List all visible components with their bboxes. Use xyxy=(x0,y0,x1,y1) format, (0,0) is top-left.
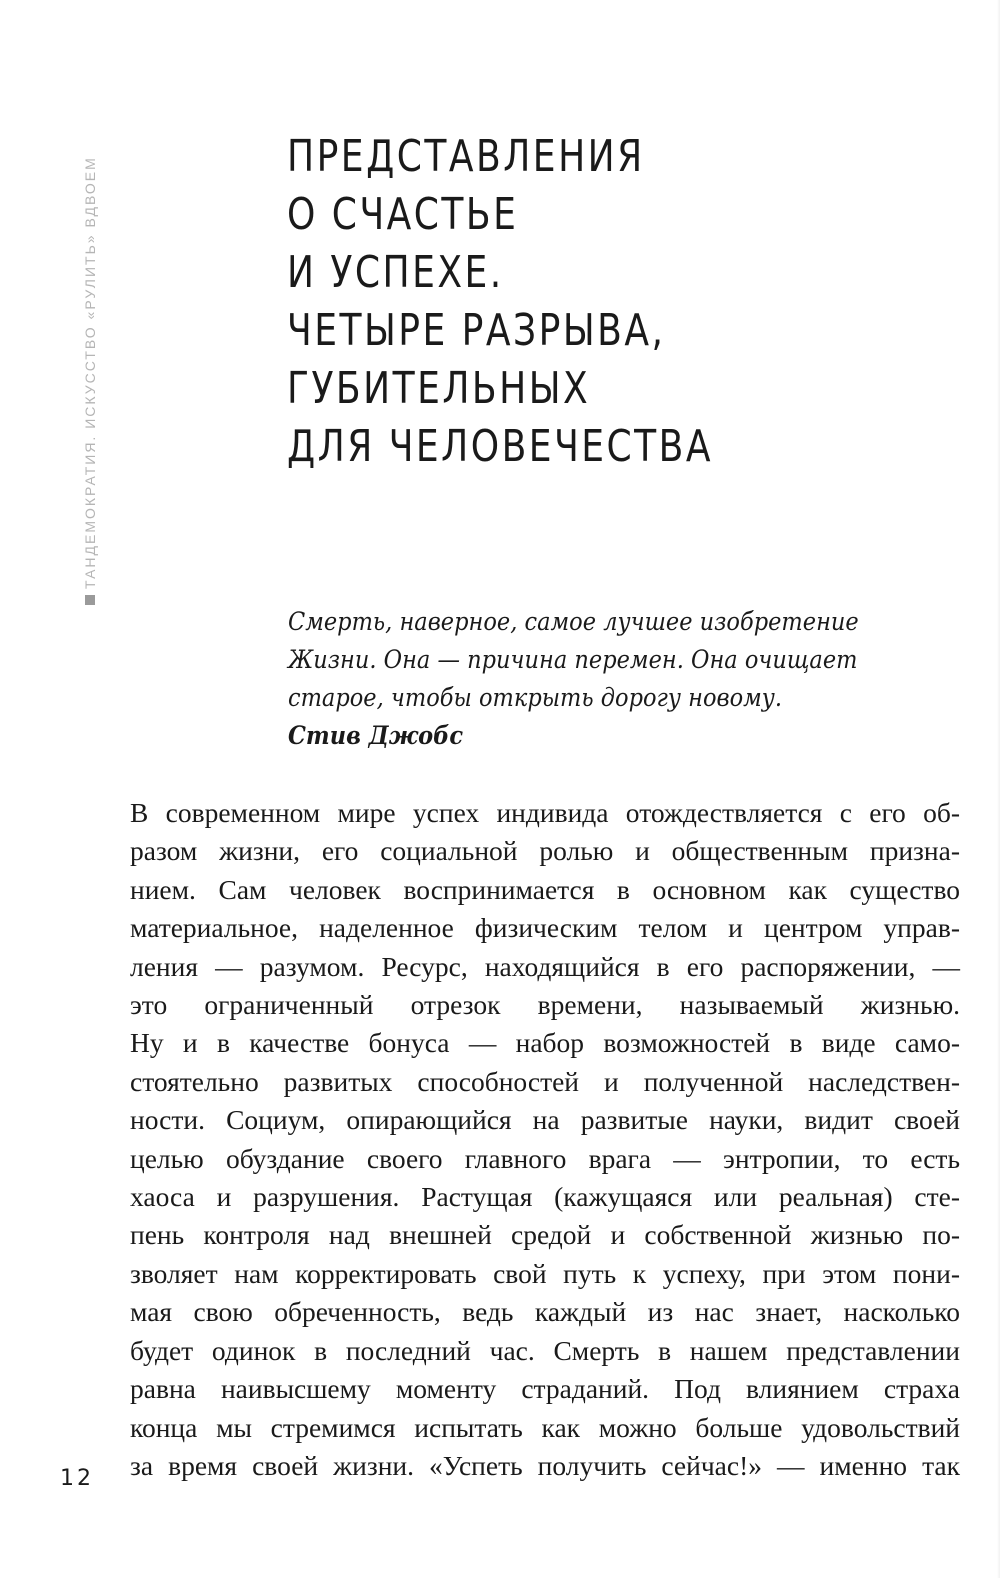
chapter-title-line: ЧЕТЫРЕ РАЗРЫВА, xyxy=(287,305,666,356)
body-line: зволяет нам корректировать свой путь к успеху, при этом пони- xyxy=(130,1257,960,1289)
epigraph-author: Стив Джобс xyxy=(288,721,464,750)
running-head xyxy=(82,156,98,605)
epigraph-line: Смерть, наверное, самое лучшее изобретение xyxy=(288,607,859,636)
running-head-marker-icon xyxy=(85,595,95,605)
epigraph xyxy=(288,603,864,755)
body-line: конца мы стремимся испытать как можно больше удовольствий xyxy=(130,1411,960,1443)
body-text xyxy=(130,794,960,1485)
body-line: это ограниченный отрезок времени, называемый жизнью. xyxy=(130,989,960,1021)
chapter-title-line: ПРЕДСТАВЛЕНИЯ xyxy=(287,131,645,182)
body-line: мая свою обреченность, ведь каждый из нас знает, насколько xyxy=(130,1296,960,1328)
body-line: равна наивысшему моменту страданий. Под влиянием страха xyxy=(130,1373,960,1405)
page-number: 12 xyxy=(60,1466,94,1491)
chapter-title-line: О СЧАСТЬЕ xyxy=(287,189,519,240)
body-line: будет одинок в последний час. Смерть в нашем представлении xyxy=(130,1334,960,1366)
body-line: ления — разумом. Ресурс, находящийся в его распоряжении, — xyxy=(130,950,960,982)
epigraph-line: старое, чтобы открыть дорогу новому. xyxy=(288,683,783,712)
body-line: Ну и в качестве бонуса — набор возможностей в виде само- xyxy=(130,1027,960,1059)
body-line: стоятельно развитых способностей и полученной наследствен- xyxy=(130,1065,960,1097)
body-line: ности. Социум, опирающийся на развитые науки, видит своей xyxy=(130,1104,960,1136)
body-line: разом жизни, его социальной ролью и общественным призна- xyxy=(130,835,960,867)
body-line: нием. Сам человек воспринимается в основном как существо xyxy=(130,873,960,905)
body-line: В современном мире успех индивида отождествляется с его об- xyxy=(130,797,960,828)
body-line: за время своей жизни. «Успеть получить сейчас!» — именно так xyxy=(130,1449,960,1481)
running-head-text: ТАНДЕМОКРАТИЯ. ИСКУССТВО «РУЛИТЬ» ВДВОЕМ xyxy=(82,156,98,589)
chapter-title xyxy=(287,128,845,476)
epigraph-line: Жизни. Она — причина перемен. Она очищает xyxy=(288,645,858,674)
chapter-title-line: ДЛЯ ЧЕЛОВЕЧЕСТВА xyxy=(287,421,714,472)
chapter-title-line: И УСПЕХЕ. xyxy=(287,247,504,298)
body-line: хаоса и разрушения. Растущая (кажущаяся или реальная) сте- xyxy=(130,1181,960,1213)
body-line: пень контроля над внешней средой и собственной жизнью по- xyxy=(130,1219,960,1251)
body-line: целью обуздание своего главного врага — энтропии, то есть xyxy=(130,1142,960,1174)
chapter-title-line: ГУБИТЕЛЬНЫХ xyxy=(287,363,591,414)
body-line: материальное, наделенное физическим телом и центром управ- xyxy=(130,912,960,944)
